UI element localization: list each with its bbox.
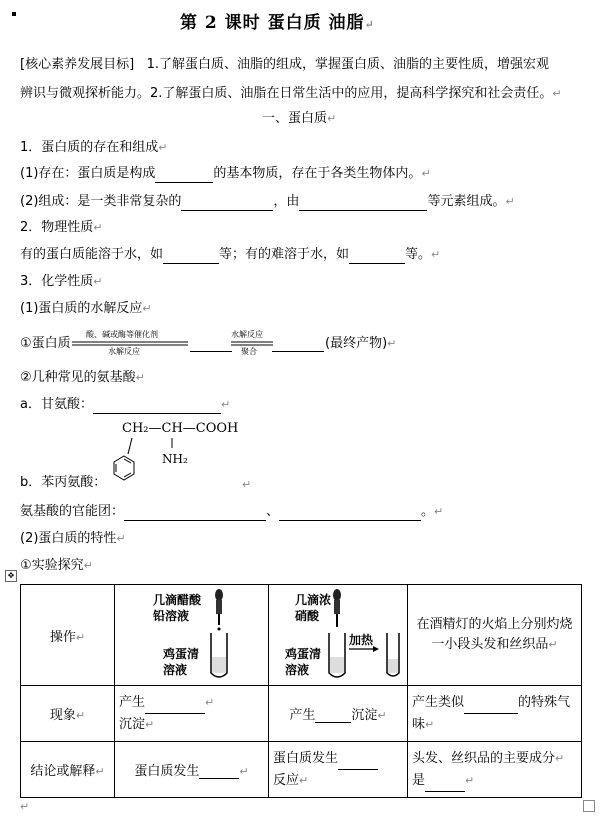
- table-move-handle[interactable]: ✥: [5, 570, 17, 582]
- list-bullet: [12, 12, 16, 16]
- phenomenon-1: 产生 ↵ 沉淀↵: [115, 686, 269, 742]
- row-label-conclusion: 结论或解释↵: [21, 742, 115, 798]
- hydrolysis-heading: (1)蛋白质的水解反应↵: [20, 301, 152, 316]
- protein-properties-heading: (2)蛋白质的特性↵: [20, 531, 126, 546]
- conclusion-3: 头发、丝织品的主要成分↵ 是 ↵: [408, 742, 582, 798]
- reaction-arrow-1: 酸、碱或酶等催化剂 水解反应: [86, 330, 158, 356]
- blank-field[interactable]: [190, 337, 232, 352]
- blank-field[interactable]: [315, 708, 351, 723]
- page-title: 第 2 课时 蛋白质 油脂↵: [180, 13, 375, 33]
- existence-line: (1)存在：蛋白质是构成 的基本物质，存在于各类生物体内。↵: [20, 166, 431, 181]
- table-resize-handle[interactable]: [583, 800, 595, 812]
- hydrolysis-equation: ①蛋白质: [20, 336, 71, 351]
- blank-field[interactable]: [93, 399, 221, 414]
- amino-acids-heading: ②几种常见的氨基酸↵: [20, 370, 145, 385]
- blank-field[interactable]: [349, 249, 405, 264]
- experiment-heading: ①实验探究↵: [20, 558, 93, 573]
- reaction-arrow-2: 水解反应 聚合: [231, 330, 263, 356]
- section-heading-protein: 一、蛋白质↵: [262, 111, 337, 126]
- glycine-line: a．甘氨酸： ↵: [20, 397, 231, 412]
- phenylalanine-line: b．苯丙氨酸：: [20, 475, 107, 490]
- phenylalanine-structure: CH₂—CH—COOH NH₂: [100, 418, 260, 490]
- phenomenon-2: 产生 沉淀↵: [269, 686, 408, 742]
- heading-chemical: 3．化学性质↵: [20, 274, 103, 289]
- para-mark: ↵: [20, 800, 30, 813]
- conclusion-1: 蛋白质发生 ↵: [115, 742, 269, 798]
- blank-field[interactable]: [145, 699, 205, 714]
- operation-figure-1: 几滴醋酸 铅溶液 鸡蛋清 溶液: [115, 585, 269, 686]
- heading-existence: 1．蛋白质的存在和组成↵: [20, 140, 168, 155]
- objectives-line1: [核心素养发展目标] 1.了解蛋白质、油脂的组成，掌握蛋白质、油脂的主要性质，增强宏观: [20, 57, 549, 72]
- physical-line: 有的蛋白质能溶于水，如 等；有的难溶于水，如 等。↵: [20, 247, 441, 262]
- objectives-line2: 辨识与微观探析能力。2.了解蛋白质、油脂在日常生活中的应用，提高科学探究和社会责任。↵: [20, 86, 562, 101]
- blank-field[interactable]: [163, 249, 219, 264]
- blank-field[interactable]: [199, 764, 239, 779]
- row-label-operation: 操作↵: [21, 585, 115, 686]
- phenomenon-3: 产生类似 的特殊气味↵: [408, 686, 582, 742]
- functional-groups-line: 氨基酸的官能团： 、 。↵: [20, 504, 444, 519]
- composition-line: (2)组成：是一类非常复杂的 ，由 等元素组成。↵: [20, 194, 515, 209]
- blank-field[interactable]: [124, 506, 266, 521]
- heading-physical: 2．物理性质↵: [20, 220, 103, 235]
- final-product-note: (最终产物)↵: [325, 336, 397, 351]
- blank-field[interactable]: [464, 699, 518, 714]
- objectives-label: [核心素养发展目标]: [20, 57, 135, 72]
- experiment-table: [20, 584, 582, 798]
- test-tube-heat-icon: [273, 587, 403, 683]
- para-mark: ↵: [242, 478, 252, 491]
- blank-field[interactable]: [299, 196, 427, 211]
- blank-field[interactable]: [279, 506, 421, 521]
- blank-field[interactable]: [425, 777, 465, 792]
- operation-burn: 在酒精灯的火焰上分别灼烧一小段头发和丝织品↵: [408, 585, 582, 686]
- blank-field[interactable]: [272, 337, 324, 352]
- test-tube-dropper-icon: [119, 587, 264, 683]
- blank-field[interactable]: [338, 755, 378, 770]
- blank-field[interactable]: [155, 168, 213, 183]
- conclusion-2: 蛋白质发生 反应↵: [269, 742, 408, 798]
- operation-figure-2: 几滴浓 硝酸 加热 鸡蛋清 溶液: [269, 585, 408, 686]
- row-label-phenomenon: 现象↵: [21, 686, 115, 742]
- blank-field[interactable]: [181, 196, 273, 211]
